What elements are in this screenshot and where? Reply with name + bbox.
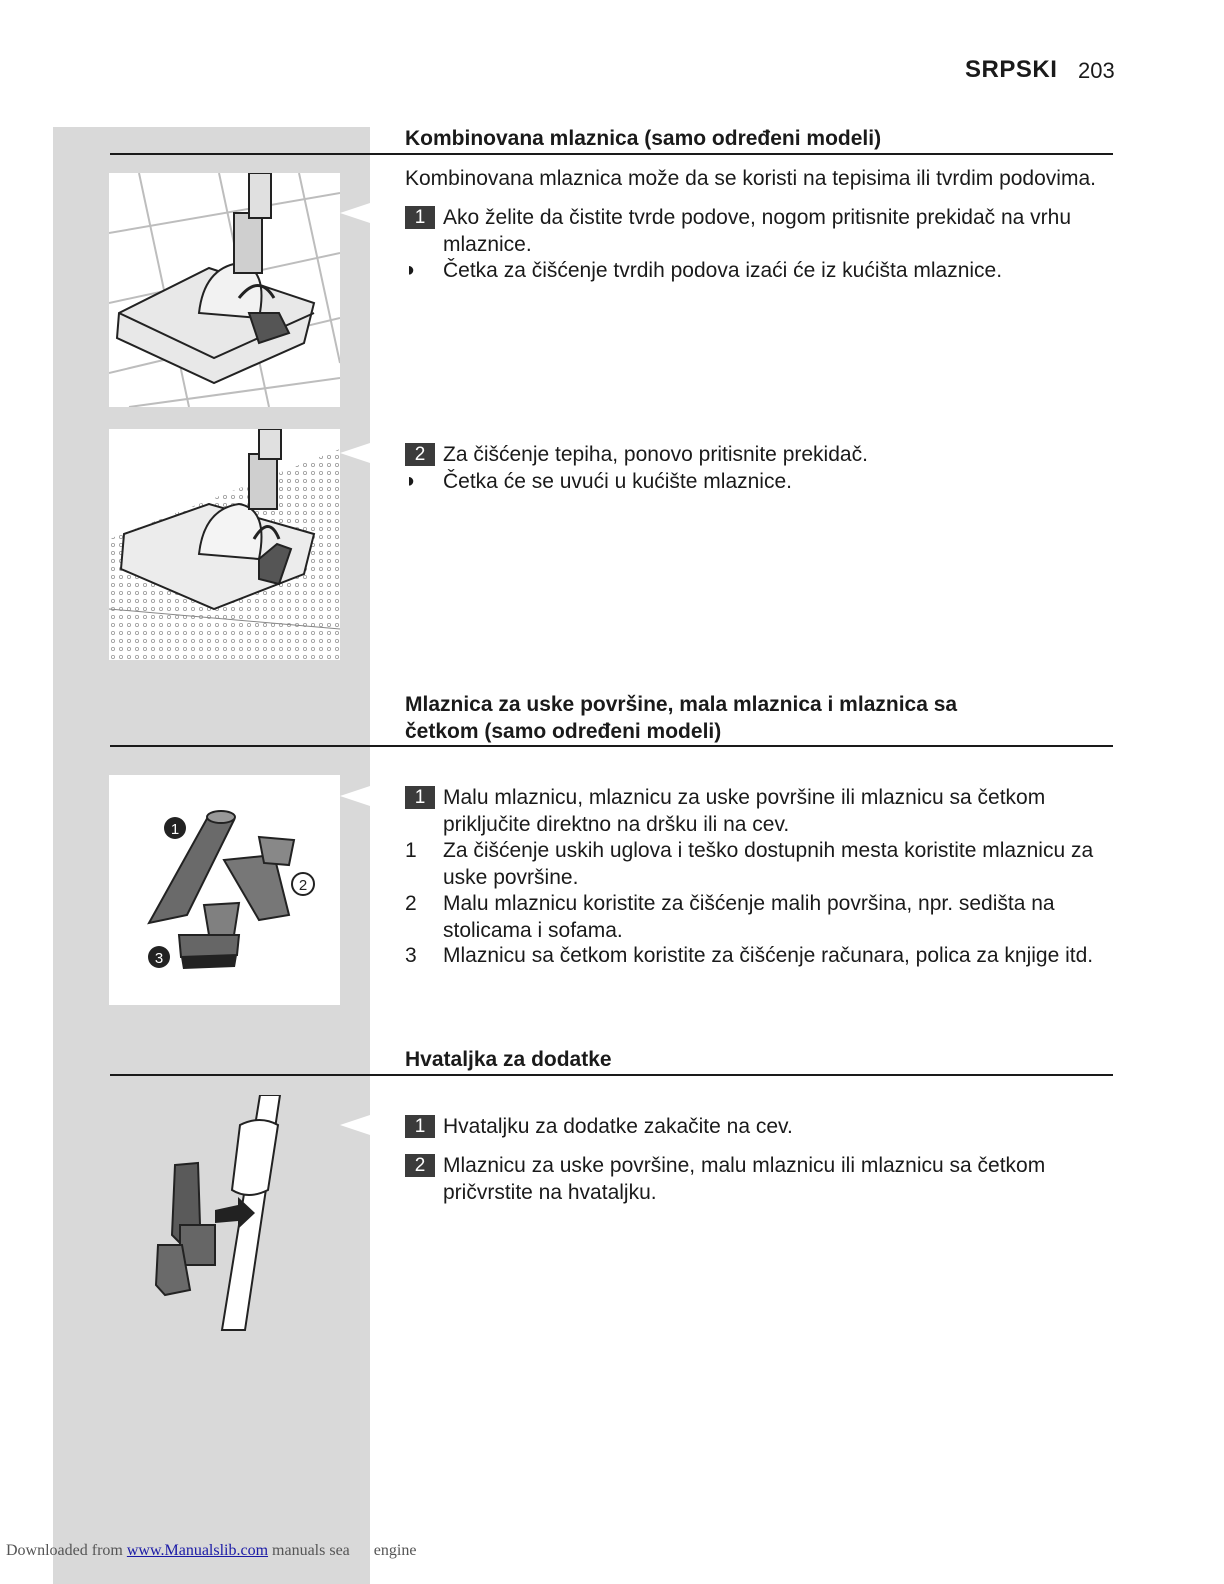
callout-label-text: 3 <box>154 950 164 967</box>
sub-item-number: 1 <box>405 839 417 862</box>
sub-item-row <box>405 890 1115 944</box>
callout-pointer <box>340 203 370 223</box>
hard-floor-nozzle-image <box>109 173 340 407</box>
sub-item-number: 3 <box>405 944 417 967</box>
step-number-badge: 2 <box>405 1154 435 1177</box>
accessory-clip-image <box>120 1095 320 1335</box>
step-row <box>405 784 1115 838</box>
footer-prefix: Downloaded from <box>6 1542 123 1559</box>
sub-item-text: Mlaznicu sa četkom koristite za čišćenje računara, polica za knjige itd. <box>443 944 1094 967</box>
callout-pointer <box>340 443 370 463</box>
step-row <box>405 441 1115 468</box>
step-text: Hvataljku za dodatke zakačite na cev. <box>443 1115 793 1138</box>
step-number-badge: 1 <box>405 1115 435 1138</box>
header-language: SRPSKI <box>965 56 1058 83</box>
illustration-accessory-clip <box>120 1095 320 1335</box>
page-number: 203 <box>1078 58 1115 83</box>
callout-label-text: 2 <box>298 877 308 894</box>
section-divider <box>110 153 1113 155</box>
step-number-badge: 1 <box>405 206 435 229</box>
result-row <box>405 257 1115 284</box>
result-text: Četka će se uvući u kućište mlaznice. <box>443 470 792 493</box>
callout-label-1 <box>164 817 186 839</box>
callout-label-text: 1 <box>170 821 180 838</box>
footer-suffix-2: engine <box>373 1542 417 1559</box>
result-arrow-icon: ◗ <box>405 259 418 281</box>
section-title-line: Mlaznica za uske površine, mala mlaznica i mlaznica sa <box>405 693 958 716</box>
footer-link[interactable]: www.Manualslib.com <box>126 1542 269 1559</box>
step-text: Ako želite da čistite tvrde podove, nogom pritisnite prekidač na vrhu mlaznice. <box>443 206 1072 256</box>
step-number-badge: 2 <box>405 443 435 466</box>
callout-pointer <box>340 1115 370 1135</box>
intro-paragraph: Kombinovana mlaznica može da se koristi na tepisima ili tvrdim podovima. <box>405 167 1096 190</box>
section-title-accessory-clip: Hvataljka za dodatke <box>405 1048 612 1071</box>
result-text: Četka za čišćenje tvrdih podova izaći će iz kućišta mlaznice. <box>443 259 1003 282</box>
section-title-small-nozzles <box>405 691 957 745</box>
step-row <box>405 204 1115 258</box>
illustration-carpet-nozzle <box>109 429 340 660</box>
accessory-nozzles-image <box>109 775 340 1005</box>
footer <box>6 1542 416 1560</box>
callout-label-3 <box>148 946 170 968</box>
sub-item-number: 2 <box>405 892 417 915</box>
step-number-badge: 1 <box>405 786 435 809</box>
callout-label-2 <box>292 873 314 895</box>
illustration-hard-floor-nozzle <box>109 173 340 407</box>
section-title-combination-nozzle: Kombinovana mlaznica (samo određeni modeli) <box>405 127 882 150</box>
step-text: Za čišćenje tepiha, ponovo pritisnite prekidač. <box>443 443 868 466</box>
sub-item-text: Za čišćenje uskih uglova i teško dostupnih mesta koristite mlaznicu za uske površine. <box>443 839 1094 889</box>
step-row <box>405 1113 1115 1140</box>
carpet-nozzle-image <box>109 429 340 660</box>
section-title-line: četkom (samo određeni modeli) <box>405 720 722 743</box>
section-divider <box>110 745 1113 747</box>
sub-item-text: Malu mlaznicu koristite za čišćenje malih površina, npr. sedišta na stolicama i sofama. <box>443 892 1055 942</box>
step-row <box>405 1152 1115 1206</box>
sub-item-row <box>405 837 1115 891</box>
illustration-accessory-nozzles <box>109 775 340 1005</box>
step-text: Malu mlaznicu, mlaznicu za uske površine ili mlaznicu sa četkom priključite direktno na dršku ili na cev. <box>443 786 1046 836</box>
callout-pointer <box>340 786 370 806</box>
sub-item-row <box>405 942 1115 969</box>
step-text: Mlaznicu za uske površine, malu mlaznicu ili mlaznicu sa četkom pričvrstite na hvataljku. <box>443 1154 1046 1204</box>
result-row <box>405 468 1115 495</box>
footer-suffix: manuals sea <box>272 1542 350 1559</box>
result-arrow-icon: ◗ <box>405 470 418 492</box>
section-divider <box>110 1074 1113 1076</box>
